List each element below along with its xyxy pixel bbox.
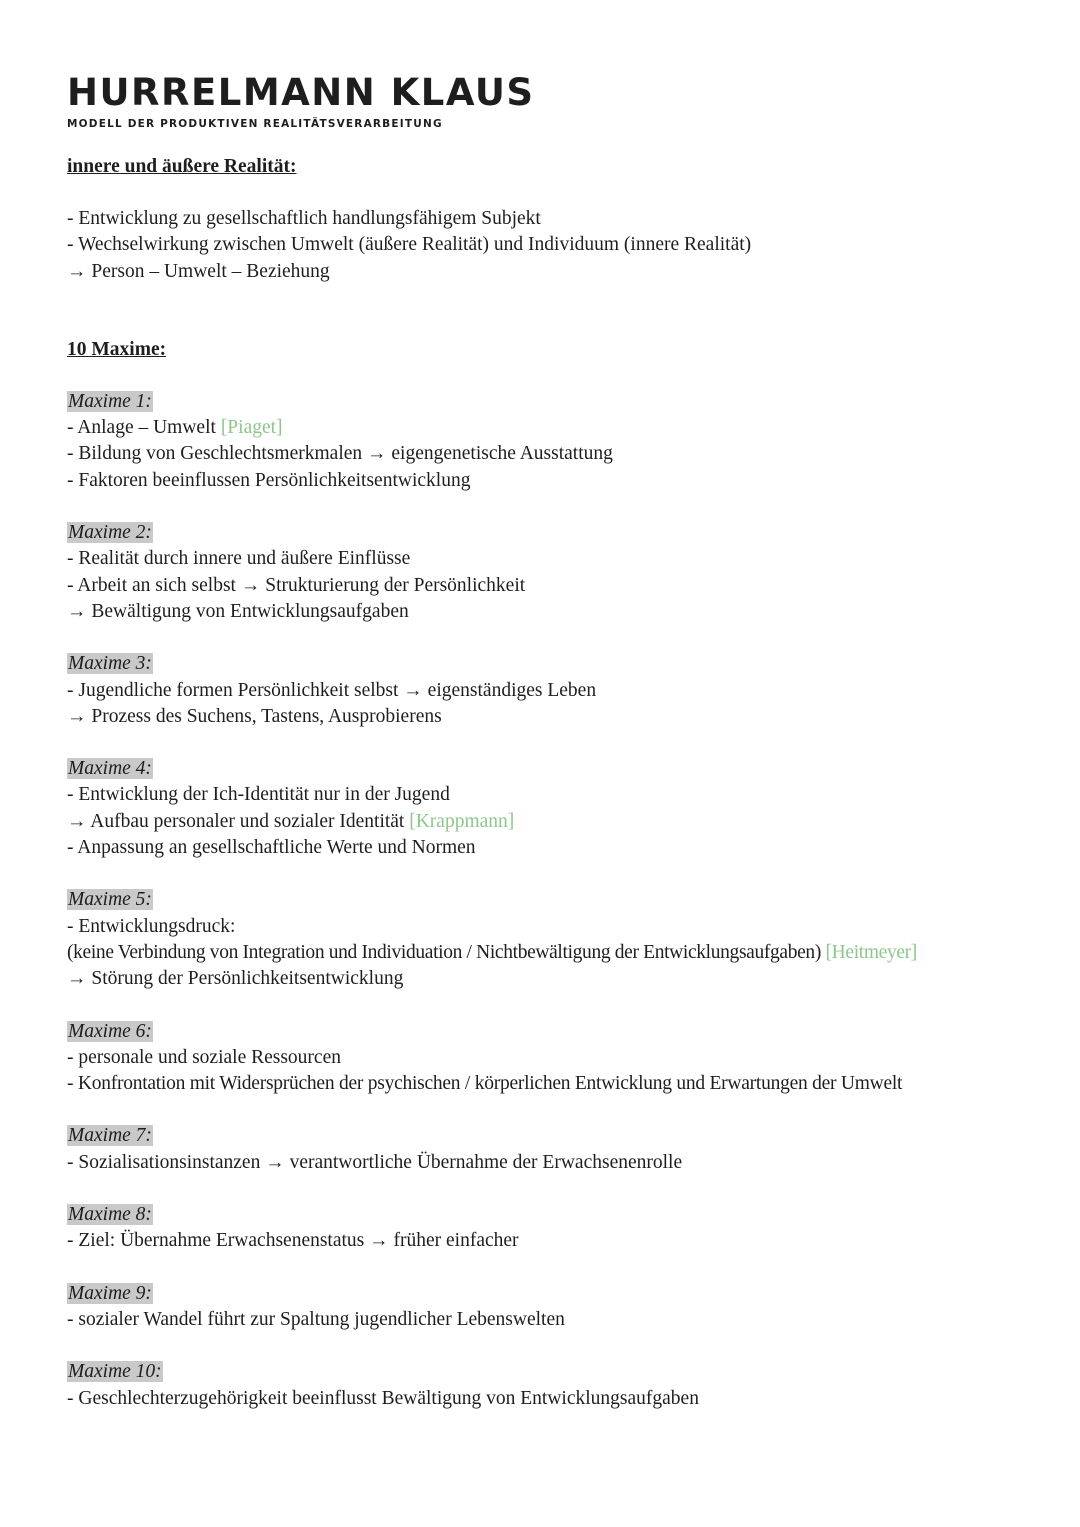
maxime-block-1 bbox=[67, 389, 1027, 494]
maxime-line: - Realität durch innere und äußere Einflüsse bbox=[67, 548, 411, 570]
document-page bbox=[67, 70, 1027, 1412]
reference-tag: [Krappmann] bbox=[409, 810, 515, 832]
maxime-label: Maxime 2: bbox=[68, 522, 152, 544]
maxime-label: Maxime 3: bbox=[68, 653, 152, 675]
intro-line: → Person – Umwelt – Beziehung bbox=[67, 260, 330, 282]
maxime-block-7 bbox=[67, 1123, 1027, 1176]
maxime-block-9 bbox=[67, 1281, 1027, 1334]
maxime-label: Maxime 6: bbox=[68, 1020, 152, 1042]
maxime-label: Maxime 8: bbox=[68, 1204, 152, 1226]
maxime-label: Maxime 1: bbox=[68, 390, 152, 412]
maxime-line: - Entwicklung der Ich-Identität nur in der Jugend bbox=[67, 784, 450, 806]
maxime-label: Maxime 5: bbox=[68, 889, 152, 911]
maxime-line: - Konfrontation mit Widersprüchen der psychischen / körperlichen Entwicklung und Erwartungen der Umwelt bbox=[67, 1073, 903, 1095]
maxime-line: - Geschlechterzugehörigkeit beeinflusst Bewältigung von Entwicklungsaufgaben bbox=[67, 1387, 699, 1409]
maxime-block-8 bbox=[67, 1202, 1027, 1255]
maxime-line: - Anlage – Umwelt [Piaget] bbox=[67, 417, 283, 439]
maxime-block-10 bbox=[67, 1359, 1027, 1412]
intro-section bbox=[67, 154, 1027, 285]
maxime-line: - Jugendliche formen Persönlichkeit selbst → eigenständiges Leben bbox=[67, 679, 597, 701]
maxime-line: (keine Verbindung von Integration und Individuation / Nichtbewältigung der Entwicklungsaufgaben) [Heitmeyer] bbox=[67, 941, 917, 963]
reference-tag: [Piaget] bbox=[220, 417, 283, 439]
maxime-line: - Anpassung an gesellschaftliche Werte und Normen bbox=[67, 837, 476, 859]
maxime-label: Maxime 9: bbox=[68, 1282, 152, 1304]
maxime-line: - Bildung von Geschlechtsmerkmalen → eigengenetische Ausstattung bbox=[67, 443, 613, 465]
reference-tag: [Heitmeyer] bbox=[825, 941, 917, 963]
maxime-line: - Faktoren beeinflussen Persönlichkeitsentwicklung bbox=[67, 469, 471, 491]
maximen-heading: 10 Maxime: bbox=[67, 338, 167, 360]
document-subtitle: MODELL DER PRODUKTIVEN REALITÄTSVERARBEITUNG bbox=[67, 118, 443, 130]
document-title: HURRELMANN KLAUS bbox=[67, 71, 535, 114]
maxime-label: Maxime 10: bbox=[68, 1361, 162, 1383]
maxime-block-4 bbox=[67, 756, 1027, 861]
maxime-line: → Prozess des Suchens, Tastens, Ausprobierens bbox=[67, 705, 442, 727]
intro-line: - Wechselwirkung zwischen Umwelt (äußere Realität) und Individuum (innere Realität) bbox=[67, 234, 752, 256]
maxime-line: - Ziel: Übernahme Erwachsenenstatus → früher einfacher bbox=[67, 1230, 519, 1252]
maxime-line: → Störung der Persönlichkeitsentwicklung bbox=[67, 968, 404, 990]
maximen-section bbox=[67, 337, 1027, 1412]
intro-heading: innere und äußere Realität: bbox=[67, 156, 297, 177]
maxime-block-3 bbox=[67, 651, 1027, 730]
intro-line: - Entwicklung zu gesellschaftlich handlungsfähigem Subjekt bbox=[67, 208, 541, 229]
maxime-block-2 bbox=[67, 520, 1027, 625]
maxime-block-5 bbox=[67, 887, 1027, 992]
maxime-label: Maxime 4: bbox=[68, 758, 152, 780]
maxime-line: - Entwicklungsdruck: bbox=[67, 915, 236, 937]
maxime-line: - personale und soziale Ressourcen bbox=[67, 1046, 341, 1068]
maxime-label: Maxime 7: bbox=[68, 1125, 152, 1147]
maxime-line: - Arbeit an sich selbst → Strukturierung der Persönlichkeit bbox=[67, 574, 526, 596]
maxime-block-6 bbox=[67, 1019, 1027, 1098]
maxime-line: - Sozialisationsinstanzen → verantwortliche Übernahme der Erwachsenenrolle bbox=[67, 1151, 683, 1173]
maxime-line: → Aufbau personaler und sozialer Identität [Krappmann] bbox=[67, 810, 515, 832]
maxime-line: → Bewältigung von Entwicklungsaufgaben bbox=[67, 600, 409, 622]
maxime-line: - sozialer Wandel führt zur Spaltung jugendlicher Lebenswelten bbox=[67, 1308, 565, 1330]
